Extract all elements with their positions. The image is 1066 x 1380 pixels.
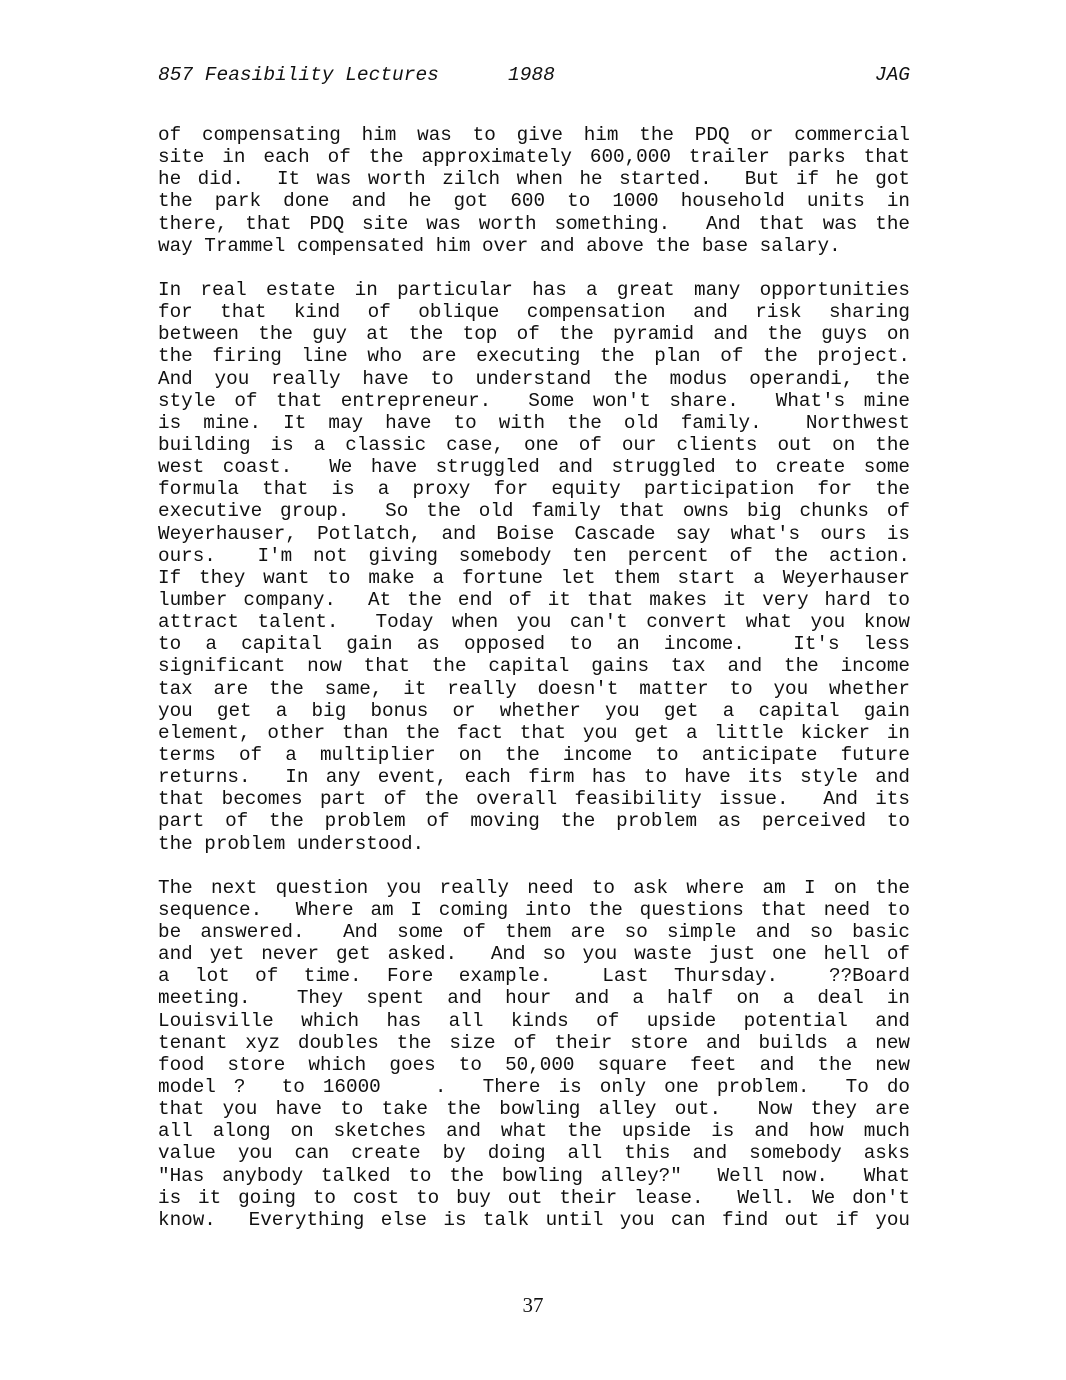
- text-line: terms of a multiplier on the income to anticipate future: [158, 743, 910, 766]
- page-number: 37: [522, 1293, 544, 1317]
- text-line: element, other than the fact that you get a little kicker in: [158, 721, 910, 744]
- text-line: model ? to 16000 . There is only one problem. To do: [158, 1076, 910, 1099]
- text-line: If they want to make a fortune let them start a Weyerhauser: [158, 566, 910, 589]
- text-line: site in each of the approximately 600,000 trailer parks that: [158, 146, 910, 169]
- text-line: attract talent. Today when you can't convert what you know: [158, 611, 910, 634]
- text-line: for that kind of oblique compensation and risk sharing: [158, 301, 910, 324]
- text-line: Louisville which has all kinds of upside potential and: [158, 1009, 910, 1032]
- text-line: meeting. They spent and hour and a half on a deal in: [158, 987, 910, 1010]
- text-line: know. Everything else is talk until you can find out if you: [158, 1208, 910, 1231]
- text-line: building is a classic case, one of our clients out on the: [158, 433, 910, 456]
- text-line: west coast. We have struggled and struggled to create some: [158, 456, 910, 479]
- text-line: style of that entrepreneur. Some won't share. What's mine: [158, 389, 910, 412]
- text-line: all along on sketches and what the upside is and how much: [158, 1120, 910, 1143]
- text-line: the park done and he got 600 to 1000 household units in: [158, 190, 910, 213]
- text-line: returns. In any event, each firm has to have its style and: [158, 766, 910, 789]
- text-line: food store which goes to 50,000 square feet and the new: [158, 1053, 910, 1076]
- text-line: part of the problem of moving the problem as perceived to: [158, 810, 910, 833]
- text-line: In real estate in particular has a great many opportunities: [158, 278, 910, 301]
- text-line: he did. It was worth zilch when he started. But if he got: [158, 168, 910, 191]
- text-line: to a capital gain as opposed to an income. It's less: [158, 633, 910, 656]
- text-line: ours. I'm not giving somebody ten percent of the action.: [158, 544, 910, 567]
- text-line: of compensating him was to give him the PDQ or commercial: [158, 124, 910, 146]
- text-line: tenant xyz doubles the size of their store and builds a new: [158, 1031, 910, 1054]
- paragraph: [158, 877, 910, 1231]
- text-line: The next question you really need to ask where am I on the: [158, 876, 910, 899]
- text-line: sequence. Where am I coming into the questions that need to: [158, 898, 910, 921]
- document-body: [158, 124, 910, 1253]
- text-line: significant now that the capital gains tax and the income: [158, 655, 910, 678]
- text-line: And you really have to understand the modus operandi, the: [158, 367, 910, 390]
- text-line: value you can create by doing all this and somebody asks: [158, 1142, 910, 1165]
- text-line: lumber company. At the end of it that makes it very hard to: [158, 588, 910, 611]
- text-line: is it going to cost to buy out their lease. Well. We don't: [158, 1186, 910, 1209]
- header-course-title: 857 Feasibility Lectures: [158, 64, 439, 86]
- page-header: [158, 61, 910, 89]
- text-line: and yet never get asked. And so you waste just one hell of: [158, 943, 910, 966]
- text-line: that you have to take the bowling alley out. Now they are: [158, 1098, 910, 1121]
- header-year: 1988: [508, 64, 555, 86]
- text-line: there, that PDQ site was worth something. And that was the: [158, 212, 910, 235]
- text-line: Weyerhauser, Potlatch, and Boise Cascade say what's ours is: [158, 522, 910, 545]
- text-line: "Has anybody talked to the bowling alley?" Well now. What: [158, 1164, 910, 1187]
- text-line: the problem understood.: [158, 832, 425, 855]
- text-line: be answered. And some of them are so simple and so basic: [158, 921, 910, 944]
- text-line: executive group. So the old family that owns big chunks of: [158, 500, 910, 523]
- text-line: way Trammel compensated him over and above the base salary.: [158, 234, 841, 257]
- text-line: formula that is a proxy for equity participation for the: [158, 478, 910, 501]
- text-line: you get a big bonus or whether you get a capital gain: [158, 699, 910, 722]
- paragraph: [158, 279, 910, 855]
- text-line: the firing line who are executing the plan of the project.: [158, 345, 910, 368]
- header-author-initials: JAG: [874, 64, 910, 86]
- text-line: tax are the same, it really doesn't matter to you whether: [158, 677, 910, 700]
- text-line: is mine. It may have to with the old family. Northwest: [158, 411, 910, 434]
- text-line: that becomes part of the overall feasibility issue. And its: [158, 788, 910, 811]
- text-line: a lot of time. Fore example. Last Thursday. ??Board: [158, 965, 910, 988]
- text-line: between the guy at the top of the pyramid and the guys on: [158, 323, 910, 346]
- paragraph: [158, 124, 910, 257]
